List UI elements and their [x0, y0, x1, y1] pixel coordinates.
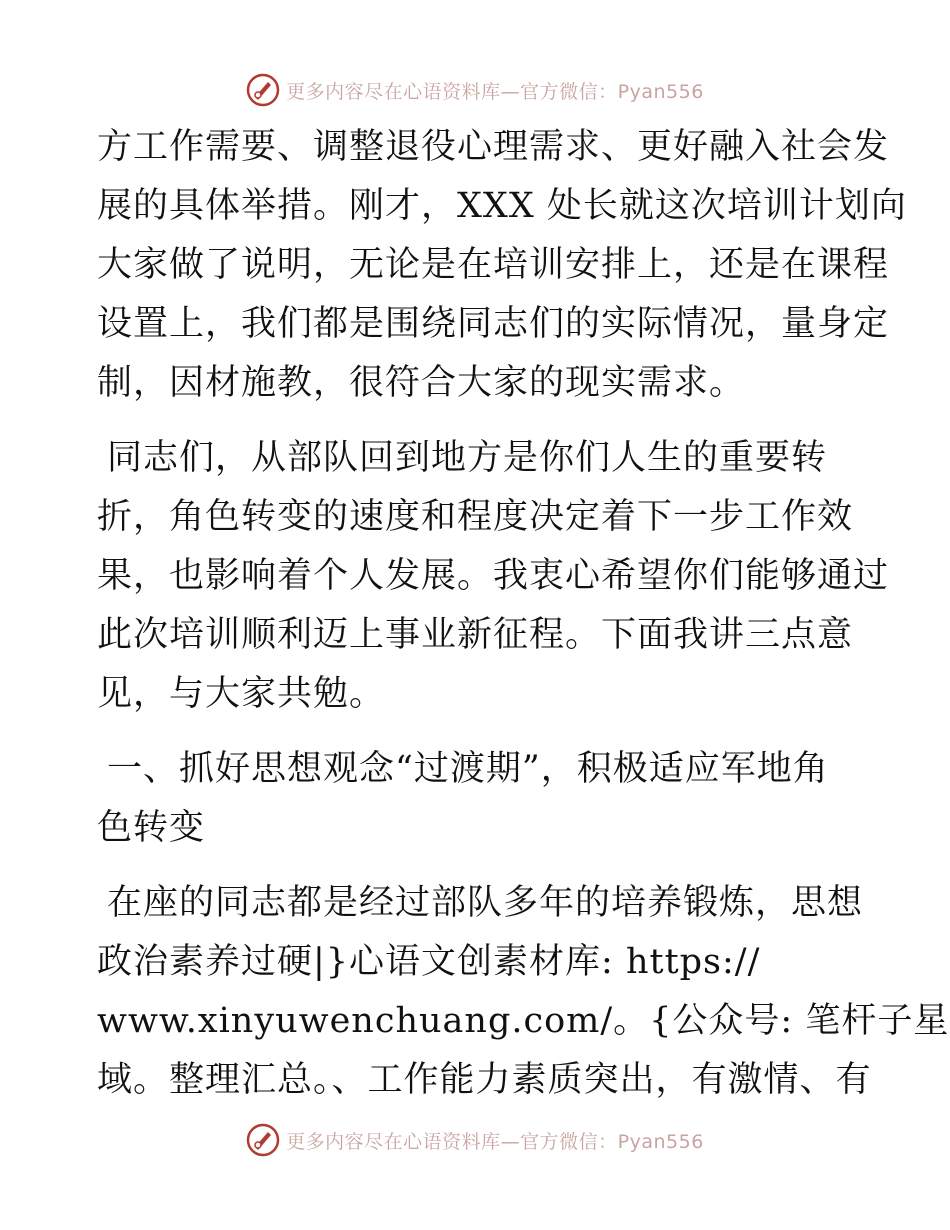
text-line: 制，因材施教，很符合大家的现实需求。: [97, 363, 746, 403]
text-line: 果，也影响着个人发展。我衷心希望你们能够通过: [97, 556, 890, 596]
text-line: www.xinyuwenchuang.com/。{公众号: 笔杆子星: [97, 1001, 950, 1041]
text-line: 一、抓好思想观念“过渡期”，积极适应军地角: [107, 749, 829, 789]
banner-text: [286, 1127, 704, 1154]
text-line: 同志们，从部队回到地方是你们人生的重要转: [107, 438, 828, 478]
text-line: 色转变: [97, 808, 206, 848]
text-line: 在座的同志都是经过部队多年的培养锻炼，思想: [107, 883, 864, 923]
text-line: 方工作需要、调整退役心理需求、更好融入社会发: [97, 127, 890, 167]
text-line: 展的具体举措。刚才，XXX 处长就这次培训计划向: [97, 186, 907, 226]
text-line: 见，与大家共勉。: [97, 674, 386, 714]
banner-label: 更多内容尽在心语资料库—官方微信：: [286, 1130, 618, 1153]
footer-watermark-banner: [0, 1120, 950, 1160]
banner-label: 更多内容尽在心语资料库—官方微信：: [286, 80, 618, 103]
text-line: 大家做了说明，无论是在培训安排上，还是在课程: [97, 245, 890, 285]
brand-logo-icon: [246, 1123, 280, 1157]
text-line: 域。整理汇总。、工作能力素质突出，有激情、有: [97, 1060, 872, 1100]
brand-logo-icon: [246, 73, 280, 107]
paragraph: [97, 874, 950, 1110]
banner-text: [286, 77, 704, 104]
section-heading: [97, 740, 857, 858]
header-watermark-banner: [0, 70, 950, 110]
banner-wechat-id: Pyan556: [617, 80, 704, 103]
paragraph: [97, 118, 907, 413]
text-line: 折，角色转变的速度和程度决定着下一步工作效: [97, 497, 854, 537]
text-line: 此次培训顺利迈上事业新征程。下面我讲三点意: [97, 615, 854, 655]
text-line: 设置上，我们都是围绕同志们的实际情况，量身定: [97, 304, 890, 344]
banner-wechat-id: Pyan556: [617, 1130, 704, 1153]
paragraph: [97, 429, 890, 724]
text-line: 政治素养过硬|}心语文创素材库: https://: [97, 942, 761, 982]
document-body: [97, 118, 950, 1110]
